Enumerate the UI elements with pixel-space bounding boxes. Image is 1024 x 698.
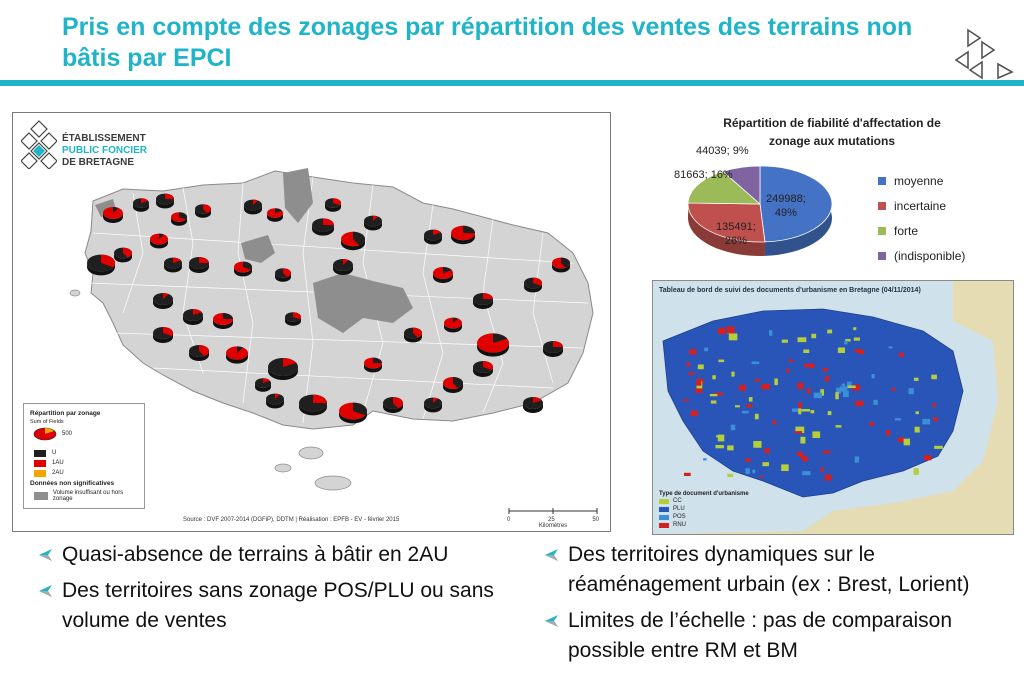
urban-planning-dashboard-map: [652, 280, 1014, 535]
municipality-patch: [854, 349, 861, 352]
epci-pie-marker: [339, 403, 367, 424]
epci-pie-marker: [424, 398, 442, 413]
municipality-patch: [683, 399, 689, 401]
epci-pie-marker: [312, 218, 334, 235]
municipality-patch: [899, 353, 904, 357]
municipality-patch: [792, 409, 799, 412]
epci-pie-marker: [255, 378, 271, 392]
bullet-item: [534, 606, 1014, 666]
municipality-patch: [828, 411, 832, 415]
municipality-patch: [742, 411, 749, 414]
municipality-patch: [788, 360, 793, 362]
municipality-patch: [797, 383, 803, 390]
epci-pie-marker: [164, 258, 182, 273]
municipality-patch: [761, 384, 769, 390]
reliability-pie-chart: [652, 108, 1012, 270]
municipality-patch: [823, 368, 828, 371]
municipality-patch: [749, 397, 753, 402]
epci-pie-marker: [234, 262, 252, 277]
legend-title: Répartition par zonage: [30, 410, 101, 417]
municipality-patch: [746, 468, 750, 474]
triangles-logo-icon: [954, 26, 1018, 80]
epci-pie-marker: [87, 255, 115, 276]
pie-title-line1: Répartition de fiabilité d'affectation de: [723, 116, 941, 130]
municipality-patch: [727, 474, 733, 477]
municipality-patch: [853, 327, 856, 330]
municipality-patch: [803, 350, 809, 354]
epci-pie-marker: [267, 208, 283, 222]
municipality-patch: [804, 364, 812, 367]
municipality-patch: [933, 403, 936, 407]
municipality-patch: [802, 409, 810, 412]
municipality-patch: [869, 422, 874, 426]
dashboard-swatch-plu: [659, 507, 669, 512]
pie-data-label-moyenne-pct: 49%: [774, 207, 797, 219]
municipality-patch: [823, 451, 831, 454]
municipality-patch: [684, 473, 691, 476]
municipality-patch: [909, 388, 914, 394]
municipality-patch: [710, 394, 718, 396]
municipality-patch: [836, 425, 842, 428]
bullet-text: Quasi-absence de terrains à bâtir en 2AU: [62, 543, 449, 566]
legend-swatch-1au: [34, 460, 46, 467]
dashboard-swatch-pos: [659, 515, 669, 520]
pie-legend: [878, 168, 965, 268]
pie-data-label-incertaine-value: 135491;: [716, 221, 756, 233]
municipality-patch: [827, 330, 832, 334]
scale-unit: Kilomètres: [538, 523, 568, 529]
municipality-patch: [753, 441, 761, 448]
dashboard-swatch-cc: [659, 499, 669, 504]
legend-items: [34, 448, 64, 478]
epci-pie-marker: [275, 268, 291, 282]
dashboard-legend-pos: POS: [673, 514, 686, 520]
municipality-patch: [798, 337, 807, 342]
scale-tick-50: 50: [592, 517, 599, 523]
epci-pie-marker: [325, 198, 341, 212]
epci-pie-marker: [473, 361, 493, 377]
municipality-patch: [727, 445, 733, 450]
epci-pie-marker: [364, 216, 382, 231]
municipality-patch: [820, 468, 824, 472]
epci-pie-marker: [268, 358, 298, 380]
municipality-patch: [873, 400, 877, 405]
scale-tick-25: 25: [547, 517, 555, 523]
legend-size-circle-icon: [32, 426, 58, 442]
legend-no-data-title: Données non significatives: [30, 480, 115, 487]
dashboard-legend-rnu: RNU: [673, 522, 686, 528]
municipality-patch: [811, 334, 816, 338]
municipality-patch: [798, 408, 801, 414]
epci-pie-marker: [424, 230, 442, 245]
epci-pie-marker: [477, 333, 509, 356]
pie-legend-swatch-moyenne: [878, 177, 886, 185]
municipality-patch: [718, 328, 726, 334]
epci-pie-marker: [156, 194, 174, 209]
municipality-patch: [800, 456, 806, 458]
legend-size-value: 500: [62, 431, 73, 437]
pie-legend-label-indisponible: (indisponible): [894, 248, 966, 263]
municipality-patch: [825, 376, 829, 382]
epci-pie-marker: [285, 312, 301, 326]
epci-pie-marker: [451, 226, 475, 244]
epci-pie-marker: [543, 341, 563, 357]
municipality-patch: [774, 379, 778, 386]
bullet-item: [28, 576, 498, 636]
municipality-patch: [731, 425, 735, 431]
epci-pie-marker: [443, 377, 463, 393]
municipality-patch: [689, 349, 696, 355]
bullet-item: [28, 540, 498, 570]
pie-legend-label-moyenne: moyenne: [894, 173, 944, 188]
epfb-name-line3: DE BRETAGNE: [62, 157, 135, 168]
municipality-patch: [727, 326, 735, 333]
municipality-patch: [915, 427, 920, 433]
epci-pie-marker: [103, 207, 123, 223]
pie-data-label-moyenne: [766, 192, 806, 220]
municipality-patch: [807, 388, 810, 394]
municipality-patch: [924, 455, 932, 460]
dashboard-legend-plu: PLU: [673, 506, 685, 512]
municipality-patch: [695, 388, 702, 393]
municipality-patch: [688, 373, 695, 375]
municipality-patch: [729, 334, 738, 341]
municipality-patch: [752, 362, 760, 365]
epci-pie-marker: [433, 267, 453, 283]
municipality-patch: [843, 391, 849, 397]
epci-pie-marker: [444, 318, 462, 333]
municipality-patch: [781, 464, 789, 471]
epci-pie-marker: [364, 358, 382, 373]
epci-pie-marker: [383, 397, 403, 413]
epci-pie-marker: [183, 309, 203, 325]
municipality-patch: [755, 379, 760, 382]
legend-swatch-u: [34, 450, 46, 457]
epci-pie-marker: [244, 200, 262, 215]
municipality-patch: [687, 363, 691, 367]
municipality-patch: [922, 419, 930, 425]
epci-pie-marker: [226, 346, 248, 363]
dashboard-legend-title: Type de document d'urbanisme: [659, 491, 749, 497]
pie-title-line2: zonage aux mutations: [768, 134, 896, 148]
municipality-patch: [844, 341, 848, 345]
epci-pie-marker: [195, 204, 211, 218]
municipality-patch: [798, 402, 802, 408]
municipality-patch: [760, 476, 763, 478]
epci-pie-marker: [299, 395, 327, 416]
municipality-patch: [703, 458, 707, 460]
pie-data-label-indisponible: 44039; 9%: [696, 145, 749, 157]
pie-legend-label-incertaine: incertaine: [894, 198, 947, 213]
epci-pie-marker: [333, 259, 353, 275]
municipality-patch: [835, 392, 839, 399]
legend-swatch-no-data: [34, 492, 48, 500]
dashboard-legend: [659, 491, 749, 529]
municipality-patch: [698, 365, 704, 370]
legend-label-2au: 2AU: [52, 470, 64, 476]
municipality-patch: [855, 456, 859, 462]
municipality-patch: [812, 431, 820, 438]
epci-pie-marker: [404, 328, 422, 343]
map-scale: [507, 505, 599, 529]
municipality-patch: [745, 459, 751, 462]
municipality-patch: [838, 348, 845, 354]
municipality-patch: [782, 340, 788, 343]
dashboard-swatch-rnu: [659, 523, 669, 528]
municipality-patch: [855, 401, 863, 406]
epci-pie-marker: [341, 232, 365, 250]
municipality-patch: [802, 471, 810, 475]
municipality-patch: [755, 414, 759, 420]
epfb-name-line1: ÉTABLISSEMENT: [62, 133, 146, 144]
epci-pie-marker: [189, 345, 209, 361]
pie-data-label-incertaine-pct: 26%: [724, 235, 747, 247]
municipality-patch: [814, 393, 822, 399]
municipality-patch: [811, 410, 815, 413]
municipality-patch: [934, 446, 943, 449]
municipality-patch: [752, 470, 755, 474]
epci-pie-marker: [114, 248, 132, 263]
municipality-patch: [904, 439, 910, 446]
municipality-patch: [795, 431, 803, 433]
pie-legend-label-forte: forte: [894, 223, 919, 238]
bullet-text: Des territoires dynamiques sur le réaménagement urbain (ex : Brest, Lorient): [568, 543, 970, 596]
municipality-patch: [842, 384, 846, 387]
municipality-patch: [716, 445, 724, 448]
municipality-patch: [764, 449, 770, 454]
dashboard-legend-cc: CC: [673, 498, 682, 504]
municipality-patch: [735, 405, 740, 407]
municipality-patch: [746, 404, 752, 407]
municipality-patch: [704, 348, 708, 352]
municipality-patch: [691, 411, 698, 417]
municipality-patch: [931, 375, 937, 380]
municipality-patch: [848, 386, 856, 389]
bullets-left: [28, 540, 498, 642]
municipality-patch: [696, 379, 701, 386]
epci-pie-marker: [189, 257, 209, 273]
epci-pie-marker: [266, 394, 284, 409]
scale-tick-0: 0: [507, 517, 511, 523]
pie-data-label-incertaine: [716, 220, 756, 248]
bullets-right: [534, 540, 1014, 672]
municipality-patch: [854, 338, 860, 341]
municipality-patch: [825, 475, 832, 481]
municipality-patch: [786, 369, 789, 373]
municipality-patch: [769, 330, 772, 336]
municipality-patch: [933, 417, 938, 421]
bullet-text: Des territoires sans zonage POS/PLU ou sans volume de ventes: [62, 579, 494, 632]
municipality-patch: [800, 437, 805, 444]
legend-subtitle: Sum of Fields: [30, 419, 64, 425]
legend-swatch-2au: [34, 470, 46, 477]
epci-pie-marker: [524, 278, 542, 293]
epci-pie-marker: [153, 327, 173, 343]
epci-pie-marker: [213, 313, 233, 329]
municipality-patch: [892, 388, 896, 391]
bullet-arrow-icon: [544, 614, 560, 628]
municipality-patch: [718, 435, 725, 442]
epci-pie-marker: [473, 293, 493, 309]
municipality-patch: [872, 374, 875, 379]
municipality-patch: [773, 421, 777, 425]
municipality-patch: [889, 347, 893, 349]
pie-legend-swatch-indisponible: [878, 252, 886, 260]
municipality-patch: [712, 375, 716, 379]
municipality-patch: [898, 438, 904, 443]
epci-pie-marker: [552, 258, 570, 273]
pie-data-label-forte: 81663; 16%: [674, 169, 733, 181]
pie-data-label-moyenne-value: 249988;: [766, 193, 806, 205]
bullet-item: [534, 540, 1014, 600]
epci-pie-marker: [150, 234, 168, 249]
epci-pie-marker: [523, 397, 543, 413]
epci-pie-marker: [133, 198, 149, 212]
map-source: Source : DVF 2007-2014 (DGFiP), DDTM | Réalisation : EPFB - EV - février 2015: [183, 517, 400, 523]
dashboard-title: Tableau de bord de suivi des documents d'urbanisme en Bretagne (04/11/2014): [659, 287, 921, 294]
legend-label-u: U: [52, 450, 57, 456]
municipality-patch: [762, 462, 769, 466]
legend-label-no-data: Volume insuffisant ou hors zonage: [52, 490, 124, 502]
municipality-patch: [731, 372, 734, 377]
municipality-patch: [718, 360, 724, 363]
slide-title: Pris en compte des zonages par répartition des ventes des terrains non bâtis par EPCI: [62, 13, 913, 72]
municipality-patch: [914, 378, 919, 381]
scale-bar-icon: [507, 505, 599, 515]
municipality-patch: [711, 401, 717, 404]
epci-pie-marker: [171, 212, 187, 226]
bullet-arrow-icon: [38, 548, 54, 562]
legend-label-1au: 1AU: [52, 460, 64, 466]
municipality-patch: [895, 418, 901, 420]
pie-legend-swatch-incertaine: [878, 202, 886, 210]
epci-pie-marker: [153, 293, 173, 309]
pie-legend-swatch-forte: [878, 227, 886, 235]
municipality-patch: [886, 430, 890, 436]
bullet-arrow-icon: [544, 548, 560, 562]
municipality-patch: [916, 411, 920, 414]
map-legend: [23, 403, 145, 509]
bullet-text: Limites de l’échelle : pas de comparaison possible entre RM et BM: [568, 609, 953, 662]
municipality-patch: [797, 452, 803, 456]
epfb-name-line2: PUBLIC FONCIER: [62, 145, 147, 156]
municipality-patch: [914, 468, 919, 475]
title-divider: [0, 80, 1024, 86]
municipality-patch: [739, 385, 746, 391]
zoning-map-panel: [12, 112, 611, 532]
bullet-arrow-icon: [38, 584, 54, 598]
